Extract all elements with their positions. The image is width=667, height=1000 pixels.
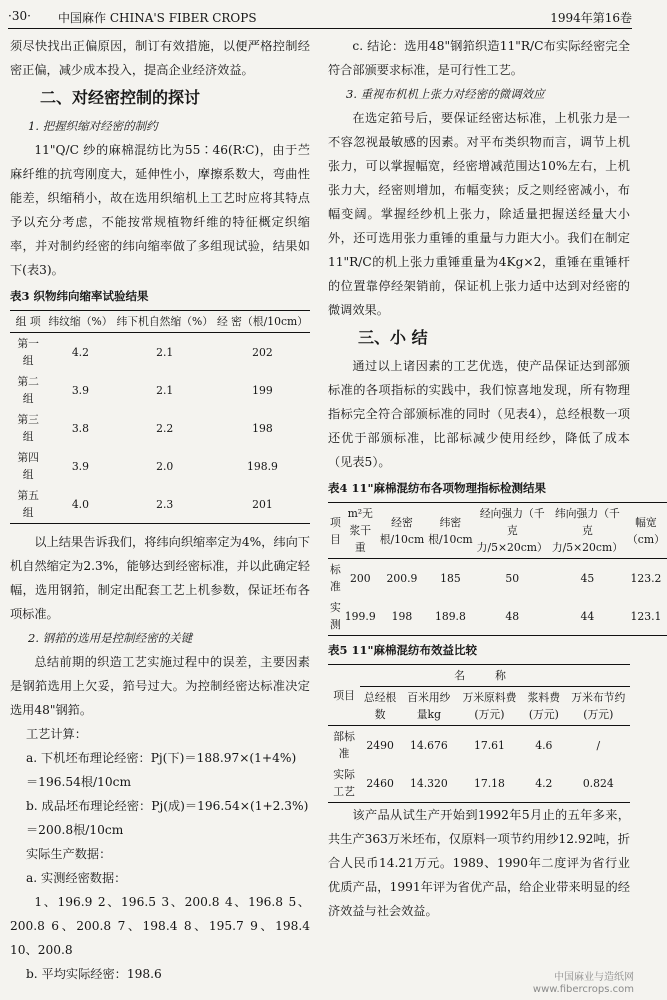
site-watermark bbox=[533, 972, 634, 996]
table-cell: / bbox=[596, 738, 601, 752]
table4-header: 纬密根/10cm bbox=[428, 515, 473, 546]
table-cell: 2.2 bbox=[156, 421, 174, 435]
table4-header: 纬向强力（千克力/5×20cm） bbox=[551, 507, 623, 554]
table-cell: 2490 bbox=[366, 738, 394, 752]
subsection-1-title: 1. 把握织缩对经密的制约 bbox=[28, 119, 158, 133]
table-row bbox=[328, 764, 630, 803]
table-cell: 3.9 bbox=[71, 459, 89, 473]
table4-caption: 表4 11"麻棉混纺布各项物理指标检测结果 bbox=[328, 481, 546, 495]
table-cell: 199 bbox=[252, 383, 273, 397]
table-cell: 200.9 bbox=[386, 571, 418, 585]
table-cell: 标 准 bbox=[330, 563, 341, 593]
table-cell: 2.1 bbox=[156, 383, 174, 397]
table-cell: 2.1 bbox=[156, 345, 174, 359]
table-cell: 第三组 bbox=[17, 413, 39, 443]
table-cell: 第一组 bbox=[17, 337, 39, 367]
table-cell: 189.8 bbox=[434, 609, 466, 623]
table3-header: 组 项 bbox=[15, 315, 41, 328]
paragraph-1: 11"Q/C 纱的麻棉混纺比为55∶46(R∶C)，由于苎麻纤维的抗弯刚度大，延伸性小，摩擦系数大，弯曲性能差，织缩稍小，故在选用织缩机上工艺时应将其特点予以充分考虑，不能按常规植物纤维的特征概定织缩率，并对制约经密的纬向缩率做了多组现试验，结果如下(表3)。 bbox=[10, 143, 310, 277]
table-row bbox=[328, 726, 630, 765]
right-column bbox=[328, 34, 665, 923]
table-row bbox=[10, 371, 310, 409]
page-header bbox=[8, 6, 632, 29]
table-cell: 123.1 bbox=[630, 609, 662, 623]
table3 bbox=[10, 310, 310, 524]
table-cell: 2.0 bbox=[156, 459, 174, 473]
table-cell: 17.18 bbox=[473, 776, 505, 790]
table-cell: 3.8 bbox=[71, 421, 89, 435]
table-row bbox=[328, 559, 667, 598]
table5-item-header: 项目 bbox=[333, 688, 355, 702]
table-cell: 实际工艺 bbox=[333, 768, 355, 798]
table-row bbox=[10, 447, 310, 485]
table-cell: 44 bbox=[580, 609, 595, 623]
issue-label: 1994年第16卷 bbox=[550, 11, 632, 25]
table3-header: 经 密（根/10cm） bbox=[216, 315, 309, 328]
actual-a: a. 实测经密数据： bbox=[26, 871, 127, 885]
table3-header: 纬下机自然缩（%） bbox=[116, 315, 214, 328]
table4-header: 项目 bbox=[330, 515, 341, 546]
calc-a-result: ＝196.54根/10cm bbox=[26, 775, 132, 789]
table-cell: 0.824 bbox=[582, 776, 614, 790]
subsection-3-title: 3. 重视布机机上张力对经密的微调效应 bbox=[346, 87, 545, 101]
table5-header: 万米布节约(万元) bbox=[571, 691, 626, 721]
page-number: ·30· bbox=[8, 9, 31, 23]
paragraph-4: 在选定筘号后，要保证经密达标准，上机张力是一不容忽视最敏感的因素。对平布类织物而言，调节上机张力，可以掌握幅宽，经密增减范围达10%左右，上机张力大，经密则增加，布幅变狭；反之则经密减小，布幅变阔。掌握经纱机上张力，除适量把握送经量大小外，还可选用张力重锤的重量与力距大小。我们在制定11"R/C的机上张力重锤重量为4Kg×2，重锤在重锤杆的位置靠停经架销前，保证机上张力适中达到对经密的微调效果。 bbox=[328, 111, 630, 317]
actual-b: b. 平均实际经密：198.6 bbox=[26, 967, 162, 981]
table-cell: 48 bbox=[505, 609, 520, 623]
table4-header: 经向强力（千克力/5×20cm） bbox=[476, 507, 548, 554]
paragraph-3: 总结前期的织造工艺实施过程中的误差，主要因素是钢筘选用上欠妥，筘号过大。为控制经密达标准决定选用48"钢筘。 bbox=[10, 655, 310, 717]
table5-header: 总经根数 bbox=[363, 691, 397, 721]
table5-group-header: 名称 bbox=[360, 665, 630, 687]
calc-title: 工艺计算： bbox=[26, 727, 87, 741]
table-cell: 第五组 bbox=[17, 489, 39, 519]
paragraph-6: 该产品从试生产开始到1992年5月止的五年多来，共生产363万米坯布，仅原料一项节约用纱12.92吨，折合人民币14.21万元。1989、1990年二度评为省行业优质产品，1991年评为省优产品，给企业带来明显的经济效益与社会效益。 bbox=[328, 808, 630, 918]
table-cell: 4.2 bbox=[71, 345, 89, 359]
table-cell: 14.676 bbox=[410, 738, 448, 752]
actual-title: 实际生产数据： bbox=[26, 847, 112, 861]
table-cell: 198 bbox=[252, 421, 273, 435]
table4 bbox=[328, 502, 667, 636]
section-2-title: 二、对经密控制的探讨 bbox=[40, 88, 201, 107]
table-cell: 第四组 bbox=[17, 451, 39, 481]
table-row bbox=[10, 333, 310, 372]
calc-b: b. 成品坯布理论经密：Pj(成)＝196.54×(1+2.3%) bbox=[26, 799, 309, 813]
table-cell: 2.3 bbox=[156, 497, 174, 511]
calc-a: a. 下机坯布理论经密：Pj(下)＝188.97×(1+4%) bbox=[26, 751, 297, 765]
table-cell: 4.6 bbox=[535, 738, 553, 752]
table-cell: 198 bbox=[391, 609, 413, 623]
watermark-line-2: www.fibercrops.com bbox=[532, 984, 634, 995]
actual-data: 1、196.9 2、196.5 3、200.8 4、196.8 5、200.8 6、200.8 7、198.4 8、195.7 9、198.4 10、200.8 bbox=[10, 895, 310, 957]
table3-caption: 表3 织物纬向缩率试验结果 bbox=[10, 289, 149, 303]
table-cell: 45 bbox=[580, 571, 595, 585]
table-cell: 123.2 bbox=[630, 571, 662, 585]
paragraph-2: 以上结果告诉我们，将纬向织缩率定为4%，纬向下机自然缩定为2.3%，能够达到经密标准，并以此确定轻幅，选用钢筘，制定出配套工艺上机参数，保证坯布各项标准。 bbox=[10, 535, 310, 621]
table-cell: 4.2 bbox=[535, 776, 553, 790]
intro-paragraph: 须尽快找出正偏原因，制订有效措施，以便严格控制经密正偏，减少成本投入，提高企业经济效益。 bbox=[10, 39, 310, 77]
table5-header: 浆料费(万元) bbox=[527, 691, 561, 721]
table-cell: 第二组 bbox=[17, 375, 39, 405]
table-cell: 17.61 bbox=[473, 738, 505, 752]
table5 bbox=[328, 664, 630, 803]
table-cell: 185 bbox=[440, 571, 461, 585]
section-3-title: 三、小 结 bbox=[358, 328, 428, 347]
table-cell: 198.9 bbox=[247, 459, 278, 473]
table-row bbox=[10, 409, 310, 447]
table-cell: 200 bbox=[349, 571, 371, 585]
table-row bbox=[328, 597, 667, 636]
table3-header: 纬纹缩（%） bbox=[48, 315, 113, 328]
table-cell: 50 bbox=[505, 571, 520, 585]
table-cell: 201 bbox=[252, 497, 273, 511]
table5-caption: 表5 11"麻棉混纺布效益比较 bbox=[328, 643, 477, 657]
table-cell: 部标准 bbox=[333, 730, 355, 760]
calc-b-result: ＝200.8根/10cm bbox=[26, 823, 124, 837]
conclusion-c: c. 结论：选用48"钢筘织造11"R/C布实际经密完全符合部颁要求标准，是可行性工艺。 bbox=[328, 39, 630, 77]
table-cell: 199.9 bbox=[344, 609, 376, 623]
table-cell: 202 bbox=[252, 345, 273, 359]
table5-header: 万米原料费(万元) bbox=[462, 691, 517, 721]
table-row bbox=[10, 485, 310, 524]
paragraph-5: 通过以上诸因素的工艺优选，使产品保证达到部颁标准的各项指标的实践中，我们惊喜地发现，所有物理指标完全符合部颁标准的同时（见表4），总经根数一项还优于部颁标准，比部标减少使用经纱，降低了成本（见表5）。 bbox=[328, 359, 630, 469]
table4-header: 幅宽（cm） bbox=[627, 515, 665, 546]
table-cell: 4.0 bbox=[71, 497, 89, 511]
watermark-line-1: 中国麻业与造纸网 bbox=[554, 972, 634, 983]
table4-header: m²无浆干重 bbox=[347, 507, 373, 554]
table5-header: 百米用纱量kg bbox=[407, 691, 451, 721]
table-cell: 2460 bbox=[366, 776, 394, 790]
table-cell: 14.320 bbox=[410, 776, 448, 790]
subsection-2-title: 2. 钢筘的选用是控制经密的关键 bbox=[28, 631, 193, 645]
table4-header: 经密根/10cm bbox=[379, 515, 425, 546]
table-cell: 3.9 bbox=[71, 383, 89, 397]
left-column bbox=[10, 34, 310, 986]
table-cell: 实 测 bbox=[330, 601, 341, 631]
journal-title: 中国麻作 CHINA'S FIBER CROPS bbox=[58, 11, 257, 25]
